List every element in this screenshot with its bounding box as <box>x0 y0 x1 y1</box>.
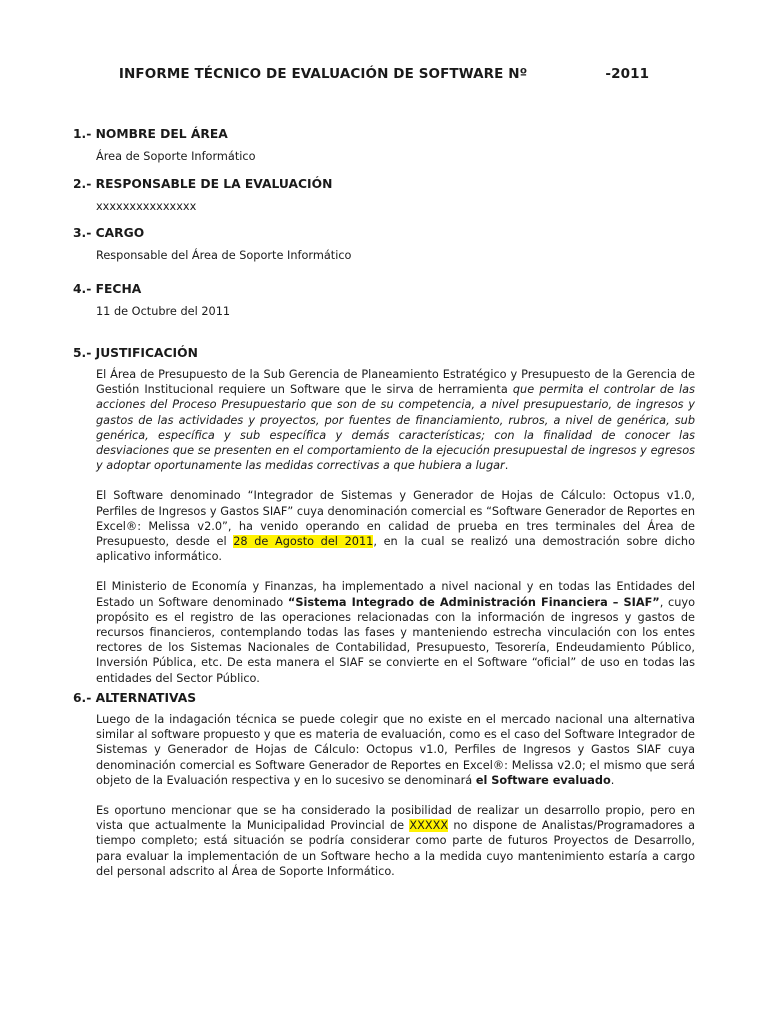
cargo-value: Responsable del Área de Soporte Informático <box>96 249 352 262</box>
title-suffix: -2011 <box>605 66 650 82</box>
area-value: Área de Soporte Informático <box>96 150 256 163</box>
justificacion-paragraph-2: El Software denominado “Integrador de Sistemas y Generador de Hojas de Cálculo: Octopus v1.0, Perfiles de Ingresos y Gastos SIAF” cuya denominación comercial es “Software Generador de Reportes en Excel®: Melissa v2.0”, ha venido operando en calidad de prueba en tres terminales del Área de Presupuesto, desde el 28 de Agosto del 2011, en la cual se realizó una demostración sobre dicho aplicativo informático. <box>96 489 695 564</box>
section-title: NOMBRE DEL ÁREA <box>95 127 228 141</box>
justificacion-paragraph-3: El Ministerio de Economía y Finanzas, ha implementado a nivel nacional y en todas las Entidades del Estado un Software denominado “Sistema Integrado de Administración Financiera – SIAF”, cuyo propósito es el registro de las operaciones relacionadas con la información de ingresos y gastos de recursos financieros, contemplando todas las fases y manteniendo estrecha vinculación con los entes rectores de los Sistemas Nacionales de Contabilidad, Presupuesto, Tesorería, Endeudamiento Público, Inversión Pública, etc. De esta manera el SIAF se convierte en el Software “oficial” de uso en todas las entidades del Sector Público. <box>96 580 695 685</box>
section-title: FECHA <box>95 282 142 296</box>
section-heading <box>73 282 695 297</box>
justificacion-paragraph-1: El Área de Presupuesto de la Sub Gerencia de Planeamiento Estratégico y Presupuesto de la Gerencia de Gestión Institucional requiere un Software que le sirva de herramienta que permita el controlar de las acciones del Proceso Presupuestario que son de su competencia, a nivel presupuestario, de ingresos y gastos de las actividades y proyectos, por fuentes de financiamiento, rubros, a nivel de genérica, sub genérica, específica y sub específica y demás características; con la finalidad de conocer las desviaciones que se presenten en el comportamiento de la ejecución presupuestal de ingresos y egresos y adoptar oportunamente las medidas correctivas a que hubiera a lugar. <box>96 368 695 473</box>
section-heading <box>73 346 695 361</box>
section-number: 3.- <box>73 226 92 240</box>
highlighted-municipality: XXXXX <box>409 819 449 833</box>
section-number: 1.- <box>73 127 92 141</box>
section-heading <box>73 226 695 241</box>
section-number: 4.- <box>73 282 92 296</box>
fecha-value: 11 de Octubre del 2011 <box>96 305 231 318</box>
alternativas-paragraph-2: Es oportuno mencionar que se ha considerado la posibilidad de realizar un desarrollo propio, pero en vista que actualmente la Municipalidad Provincial de XXXXX no dispone de Analistas/Programadores a tiempo completo; está situación se podría considerar como parte de futuros Proyectos de Desarrollo, para evaluar la implementación de un Software hecho a la medida cuyo mantenimiento estaría a cargo del personal adscrito al Área de Soporte Informático. <box>96 804 695 878</box>
section-title: JUSTIFICACIÓN <box>95 346 198 360</box>
responsable-value: xxxxxxxxxxxxxxx <box>96 200 197 213</box>
section-heading <box>73 177 695 192</box>
section-alternativas <box>73 691 695 879</box>
section-title: RESPONSABLE DE LA EVALUACIÓN <box>95 177 333 191</box>
title-prefix: INFORME TÉCNICO DE EVALUACIÓN DE SOFTWARE Nº <box>118 66 528 82</box>
section-heading <box>73 127 695 142</box>
highlighted-date: 28 de Agosto del 2011 <box>233 535 374 549</box>
section-title: CARGO <box>95 226 145 240</box>
document-title <box>0 66 768 82</box>
section-cargo <box>73 226 695 263</box>
section-title: ALTERNATIVAS <box>95 691 197 705</box>
section-heading <box>73 691 695 706</box>
alternativas-paragraph-1: Luego de la indagación técnica se puede colegir que no existe en el mercado nacional una alternativa similar al software propuesto y que es materia de evaluación, como es el caso del Software Integrador de Sistemas y Generador de Hojas de Cálculo: Octopus v1.0, Perfiles de Ingresos y Gastos SIAF cuya denominación comercial es Software Generador de Reportes en Excel®: Melissa v2.0; el mismo que será objeto de la Evaluación respectiva y en lo sucesivo se denominará el Software evaluado. <box>96 713 695 787</box>
section-number: 6.- <box>73 691 92 705</box>
section-justificacion <box>73 346 695 686</box>
section-area <box>73 127 695 164</box>
section-number: 5.- <box>73 346 92 360</box>
section-responsable <box>73 177 695 214</box>
section-number: 2.- <box>73 177 92 191</box>
section-fecha <box>73 282 695 319</box>
